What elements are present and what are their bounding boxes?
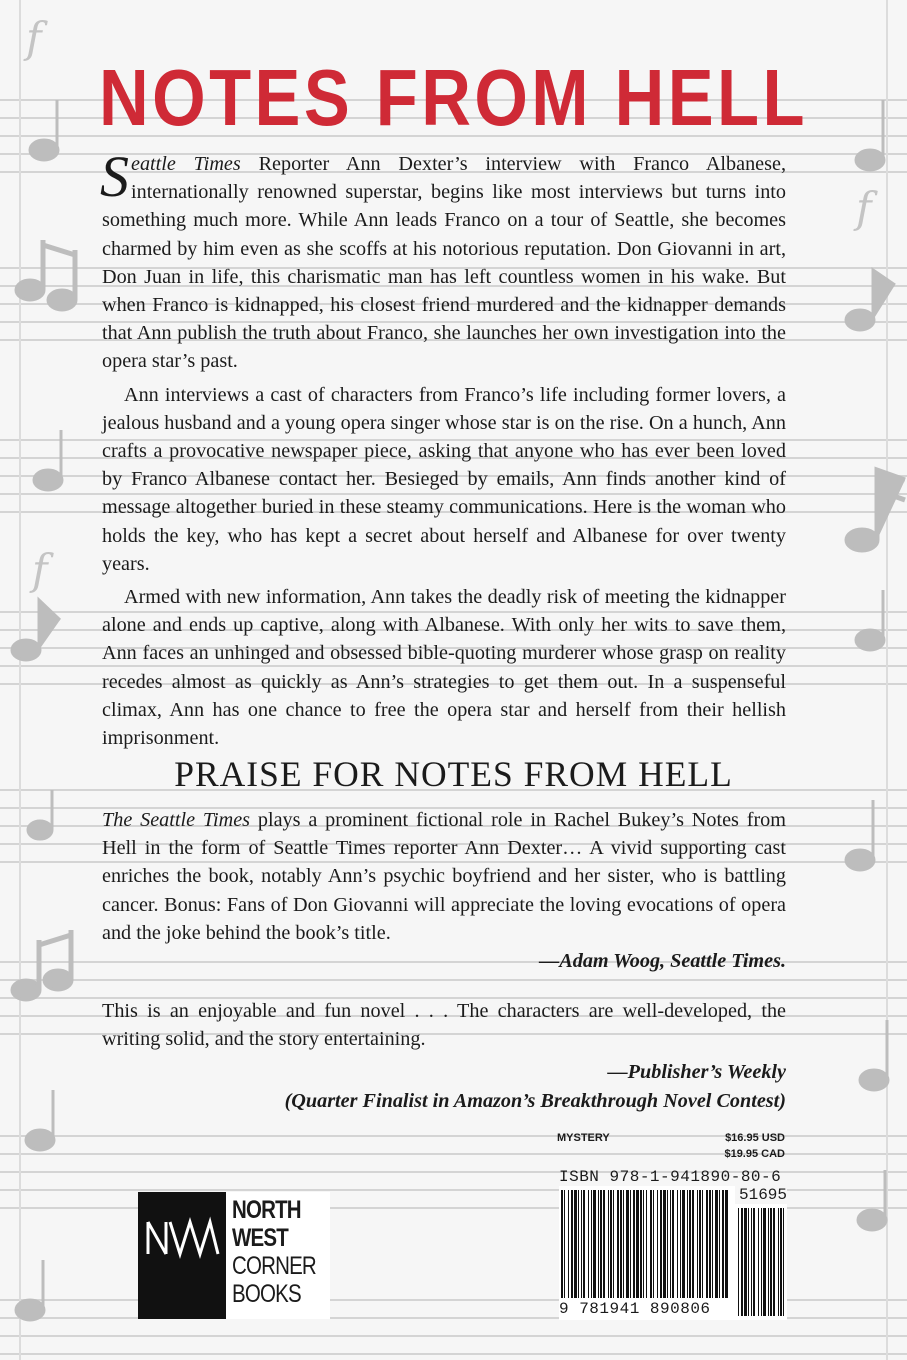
forte-icon: f xyxy=(32,545,48,594)
review-attribution: —Publisher’s Weekly xyxy=(607,1061,786,1084)
barcode-bar xyxy=(709,1190,711,1298)
barcode-bar xyxy=(646,1190,647,1298)
barcode-bar xyxy=(650,1190,652,1298)
barcode-bar xyxy=(697,1190,698,1298)
barcode-bar xyxy=(770,1208,772,1316)
music-note-icon xyxy=(16,240,76,310)
publisher-line: WEST xyxy=(232,1224,288,1252)
music-note-icon xyxy=(860,1020,888,1090)
barcode-bar xyxy=(719,1190,720,1298)
barcode-bar xyxy=(682,1190,685,1298)
newspaper-name: The Seattle Times xyxy=(102,809,251,831)
barcode-bar xyxy=(753,1208,755,1316)
isbn-number: ISBN 978-1-941890-80-6 xyxy=(559,1168,782,1186)
barcode-bar xyxy=(744,1208,747,1316)
publisher-line: BOOKS xyxy=(232,1280,301,1308)
barcode-bar xyxy=(712,1190,713,1298)
barcode-bar xyxy=(722,1190,724,1298)
barcode-bar xyxy=(588,1190,589,1298)
barcode-bar xyxy=(581,1190,582,1298)
review-note: (Quarter Finalist in Amazon’s Breakthrough Novel Contest) xyxy=(284,1089,786,1112)
barcode-bar xyxy=(680,1190,681,1298)
barcode-bar xyxy=(630,1190,631,1298)
review-text: This is an enjoyable and fun novel . . . The characters are well-developed, the writing solid, and the story entertaining. xyxy=(102,1000,786,1051)
barcode-bar xyxy=(741,1208,743,1316)
barcode-bar xyxy=(706,1190,708,1298)
barcode-bar xyxy=(561,1190,563,1298)
ean-digits: 9 781941 890806 xyxy=(559,1300,729,1318)
music-note-icon xyxy=(26,1090,54,1150)
barcode-bar xyxy=(564,1190,565,1298)
book-title: NOTES FROM HELL xyxy=(98,53,808,142)
barcode-bar xyxy=(568,1190,569,1298)
music-note-icon xyxy=(28,790,52,839)
music-note-icon xyxy=(858,1170,886,1230)
barcode-bar xyxy=(773,1208,775,1316)
publisher-line: NORTH xyxy=(232,1196,301,1224)
price-cad: $19.95 CAD xyxy=(724,1148,785,1160)
barcode-bar xyxy=(608,1190,609,1298)
barcode-bar xyxy=(725,1190,728,1298)
barcode-bar xyxy=(751,1208,752,1316)
barcode-bar xyxy=(660,1190,662,1298)
barcode-bar xyxy=(636,1190,639,1298)
forte-icon: f xyxy=(856,183,872,232)
drop-cap: S xyxy=(100,144,129,209)
barcode-bar xyxy=(617,1190,619,1298)
barcode-bar xyxy=(763,1208,766,1316)
synopsis-paragraph-1-text: Reporter Ann Dexter’s interview with Franco Albanese, internationally renowned superstar, begins like most interviews but turns into something much more. While Ann leads Franco on a tour of Seattle, she becomes charmed by him even as she scoffs at his notorious reputation. Don Giovanni in art, Don Juan in life, this charismatic man has left countless women in his wake. But when Franco is kidnapped, his closest friend murdered and the kidnapper demands that Ann publish the truth about Franco, she launches her own investigation into the opera star’s past. xyxy=(102,153,786,373)
barcode-bar xyxy=(687,1190,688,1298)
price-usd: $16.95 USD xyxy=(725,1132,785,1144)
barcode-bar xyxy=(738,1208,739,1316)
newspaper-name: eattle Times xyxy=(131,153,241,175)
barcode-block xyxy=(555,1130,787,1320)
barcode-bar xyxy=(598,1190,599,1298)
barcode-bar xyxy=(578,1190,579,1298)
barcode-bar xyxy=(593,1190,596,1298)
publisher-name xyxy=(232,1196,330,1308)
barcode-bar xyxy=(699,1190,701,1298)
barcode-bar xyxy=(653,1190,654,1298)
barcode-bar xyxy=(672,1190,674,1298)
barcode-bar xyxy=(778,1208,779,1316)
synopsis xyxy=(100,144,786,757)
barcode-bar xyxy=(758,1208,759,1316)
review-seattle-times xyxy=(102,806,786,975)
publisher-logo xyxy=(138,1192,330,1319)
barcode-bar xyxy=(677,1190,678,1298)
praise-heading: PRAISE FOR NOTES FROM HELL xyxy=(174,754,733,794)
music-note-icon xyxy=(846,470,905,551)
barcode-bar xyxy=(748,1208,749,1316)
genre-label: MYSTERY xyxy=(557,1132,610,1144)
review-publishers-weekly xyxy=(102,997,786,1115)
barcode-bar xyxy=(663,1190,666,1298)
music-note-icon xyxy=(856,590,884,650)
synopsis-paragraph-1 xyxy=(100,144,786,376)
barcode-bar xyxy=(623,1190,624,1298)
nw-logo-mark xyxy=(138,1192,226,1319)
barcode-bar xyxy=(702,1190,703,1298)
barcode xyxy=(559,1186,787,1320)
barcode-bar xyxy=(783,1208,784,1316)
barcode-bar xyxy=(613,1190,614,1298)
barcode-bar xyxy=(640,1190,642,1298)
barcode-bar xyxy=(571,1190,573,1298)
barcode-bar xyxy=(620,1190,622,1298)
barcode-bar xyxy=(768,1208,769,1316)
barcode-bar xyxy=(657,1190,658,1298)
synopsis-paragraph-3: Armed with new information, Ann takes the deadly risk of meeting the kidnapper alone and ends up captive, along with Albanese. With only her wits to save them, Ann faces an unhinged and obsessed bible-quoting murderer whose grasp on reality recedes almost as quickly as Ann’s strategies to get them out. In a suspenseful climax, Ann has one chance to free the opera star and herself from their hellish imprisonment. xyxy=(102,586,786,750)
barcode-bar xyxy=(715,1190,718,1298)
barcode-bar xyxy=(603,1190,605,1298)
barcode-bar xyxy=(610,1190,612,1298)
barcode-bar xyxy=(626,1190,629,1298)
barcode-bar xyxy=(583,1190,585,1298)
barcode-bar xyxy=(689,1190,691,1298)
review-text xyxy=(102,806,786,947)
music-note-icon xyxy=(30,100,58,160)
price-supplement: 51695 xyxy=(735,1186,787,1204)
review-body: plays a prominent fictional role in Rachel Bukey’s Notes from Hell in the form of Seattle Times reporter Ann Dexter… A vivid supporting cast enriches the book, notably Ann’s psychic boyfriend and her sister, who is battling cancer. Bonus: Fans of Don Giovanni will appreciate the loving evocations of opera and the joke behind the book’s title. xyxy=(102,809,786,944)
publisher-line: CORNER xyxy=(232,1252,316,1280)
review-attribution: —Adam Woog, Seattle Times. xyxy=(539,950,786,973)
barcode-bar xyxy=(633,1190,635,1298)
barcode-bar xyxy=(600,1190,602,1298)
synopsis-paragraph-2: Ann interviews a cast of characters from Franco’s life including former lovers, a jealous husband and a young opera singer whose star is on the rise. On a hunch, Ann crafts a provocative newspaper piece, asking that anyone who has ever been loved by Franco Albanese contact her. Besieged by emails, Ann finds another kind of message altogether buried in these steamy communications. Here is the woman who holds the key, who has kept a secret about herself and Albanese for over twenty years. xyxy=(102,383,786,575)
music-note-icon xyxy=(846,800,874,870)
barcode-bar xyxy=(780,1208,782,1316)
barcode-bar xyxy=(692,1190,694,1298)
barcode-bar xyxy=(574,1190,577,1298)
barcode-bar xyxy=(643,1190,644,1298)
forte-icon: f xyxy=(26,13,42,62)
barcode-bar xyxy=(591,1190,592,1298)
barcode-bar xyxy=(667,1190,668,1298)
barcode-bar xyxy=(761,1208,762,1316)
barcode-bar xyxy=(670,1190,671,1298)
